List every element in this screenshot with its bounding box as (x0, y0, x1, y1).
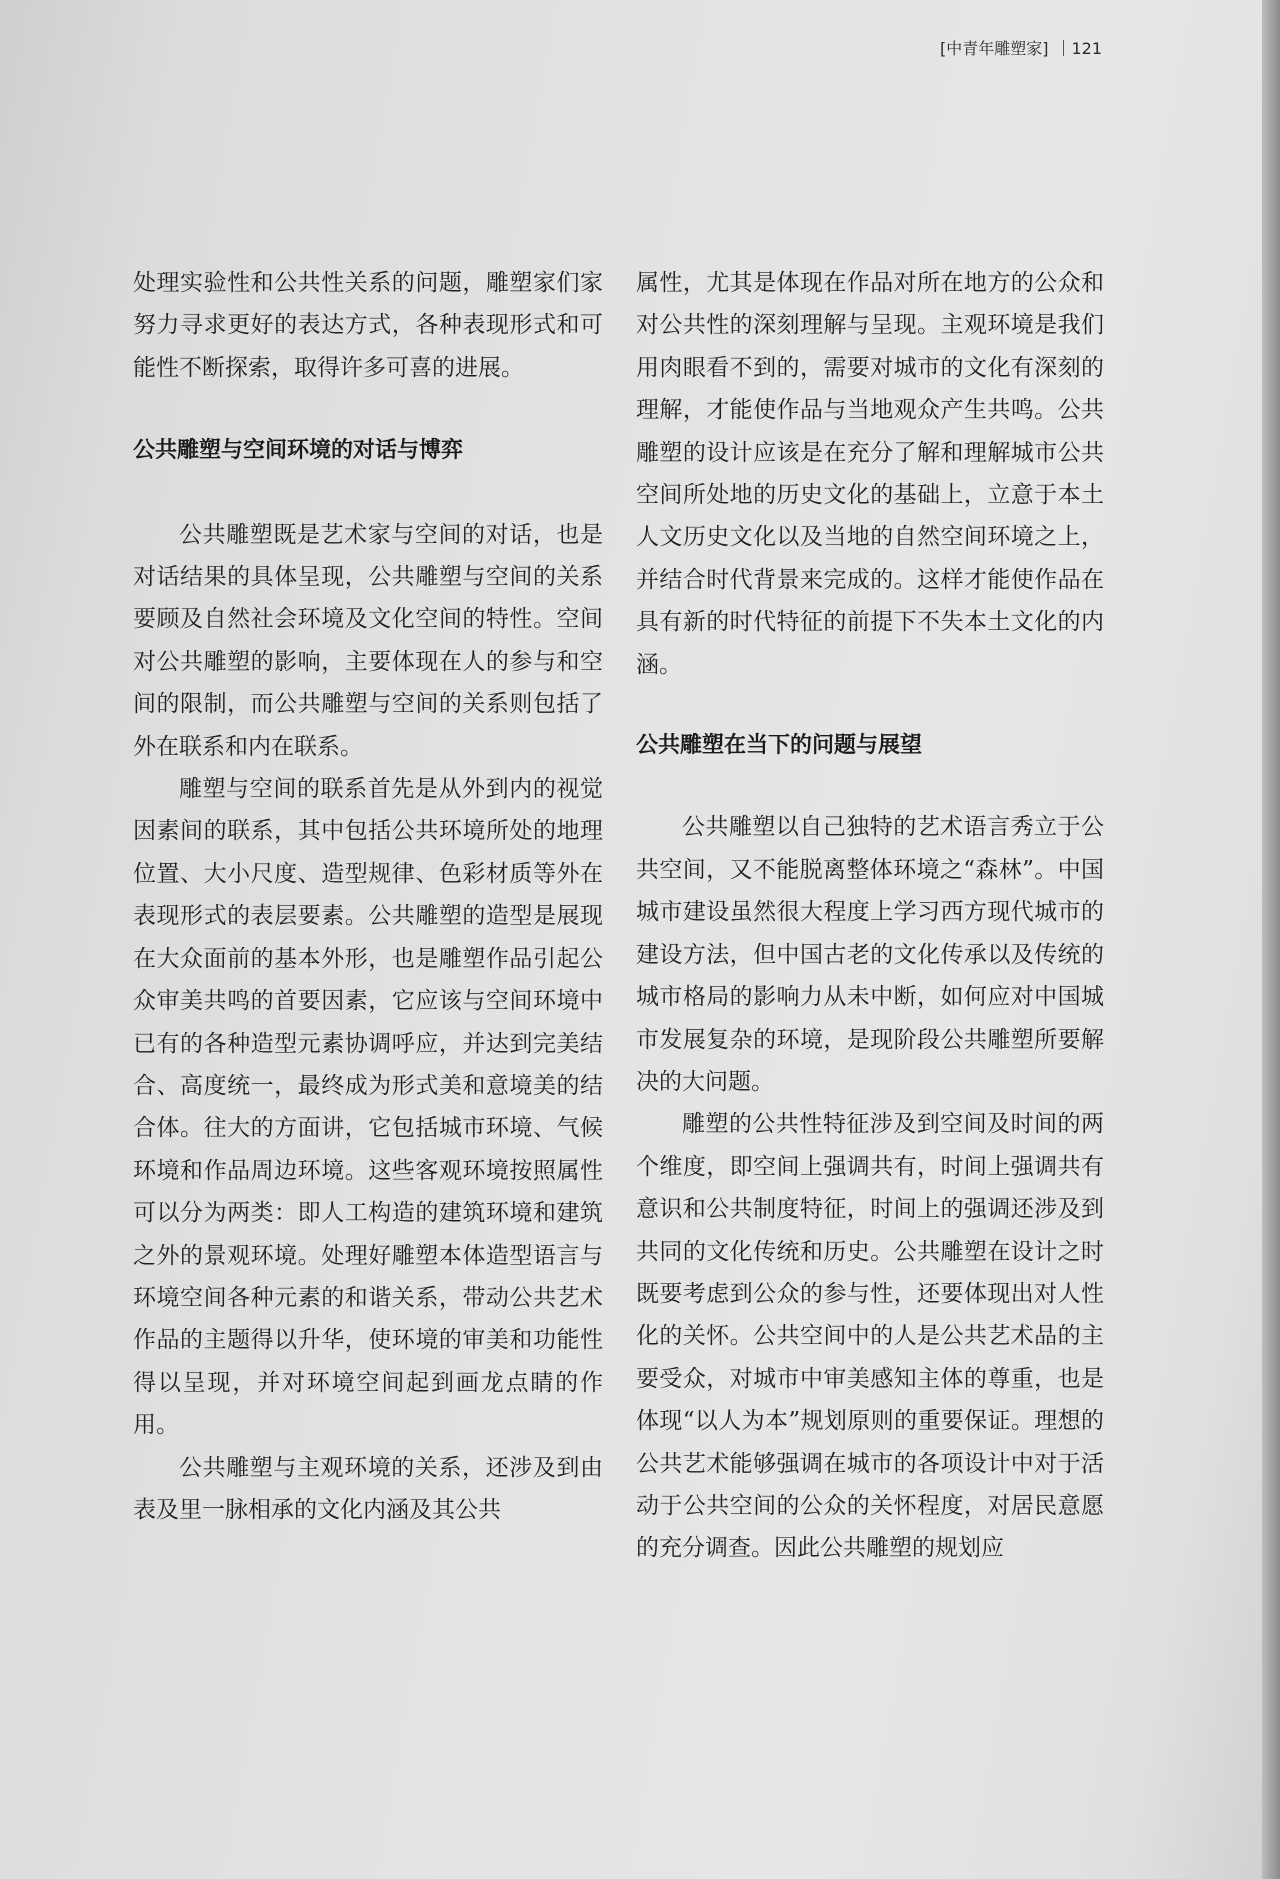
paragraph: 雕塑与空间的联系首先是从外到内的视觉因素间的联系，其中包括公共环境所处的地理位置、大小尺度、造型规律、色彩材质等外在表现形式的表层要素。公共雕塑的造型是展现在大众面前的基本外形，也是雕塑作品引起公众审美共鸣的首要因素，它应该与空间环境中已有的各种造型元素协调呼应，并达到完美结合、高度统一，最终成为形式美和意境美的结合体。往大的方面讲，它包括城市环境、气候环境和作品周边环境。这些客观环境按照属性可以分为两类：即人工构造的建筑环境和建筑之外的景观环境。处理好雕塑本体造型语言与环境空间各种元素的和谐关系，带动公共艺术作品的主题得以升华，使环境的审美和功能性得以呈现，并对环境空间起到画龙点睛的作用。 (133, 776, 603, 1439)
header-divider (1063, 40, 1064, 56)
paragraph: 雕塑的公共性特征涉及到空间及时间的两个维度，即空间上强调共有，时间上强调共有意识和公共制度特征，时间上的强调还涉及到共同的文化传统和历史。公共雕塑在设计之时既要考虑到公众的参与性，还要体现出对人性化的关怀。公共空间中的人是公共艺术品的主要受众，对城市中审美感知主体的尊重，也是体现“以人为本”规划原则的重要保证。理想的公共艺术能够强调在城市的各项设计中对于活动于公共空间的公众的关怀程度，对居民意愿的充分调查。因此公共雕塑的规划应 (636, 1111, 1104, 1562)
page-edge-shadow (1262, 0, 1280, 1879)
right-column (636, 262, 1104, 1570)
running-header (940, 36, 1150, 66)
paragraph: 属性，尤其是体现在作品对所在地方的公众和对公共性的深刻理解与呈现。主观环境是我们用肉眼看不到的，需要对城市的文化有深刻的理解，才能使作品与当地观众产生共鸣。公共雕塑的设计应该是在充分了解和理解城市公共空间所处地的历史文化的基础上，立意于本土人文历史文化以及当地的自然空间环境之上，并结合时代背景来完成的。这样才能使作品在具有新的时代特征的前提下不失本土文化的内涵。 (636, 270, 1104, 678)
section-heading: 公共雕塑在当下的问题与展望 (636, 733, 923, 759)
page-number: 121 (1071, 39, 1103, 58)
left-column (133, 262, 603, 1531)
section-title: [中青年雕塑家] (940, 39, 1049, 58)
section-heading: 公共雕塑与空间环境的对话与博弈 (133, 438, 464, 464)
paragraph: 处理实验性和公共性关系的问题，雕塑家们家努力寻求更好的表达方式，各种表现形式和可能性不断探索，取得许多可喜的进展。 (133, 270, 603, 381)
paragraph: 公共雕塑以自己独特的艺术语言秀立于公共空间，又不能脱离整体环境之“森林”。中国城市建设虽然很大程度上学习西方现代城市的建设方法，但中国古老的文化传承以及传统的城市格局的影响力从未中断，如何应对中国城市发展复杂的环境，是现阶段公共雕塑所要解决的大问题。 (636, 814, 1104, 1095)
paragraph: 公共雕塑与主观环境的关系，还涉及到由表及里一脉相承的文化内涵及其公共 (133, 1454, 603, 1523)
paragraph: 公共雕塑既是艺术家与空间的对话，也是对话结果的具体呈现，公共雕塑与空间的关系要顾及自然社会环境及文化空间的特性。空间对公共雕塑的影响，主要体现在人的参与和空间的限制，而公共雕塑与空间的关系则包括了外在联系和内在联系。 (133, 521, 603, 760)
